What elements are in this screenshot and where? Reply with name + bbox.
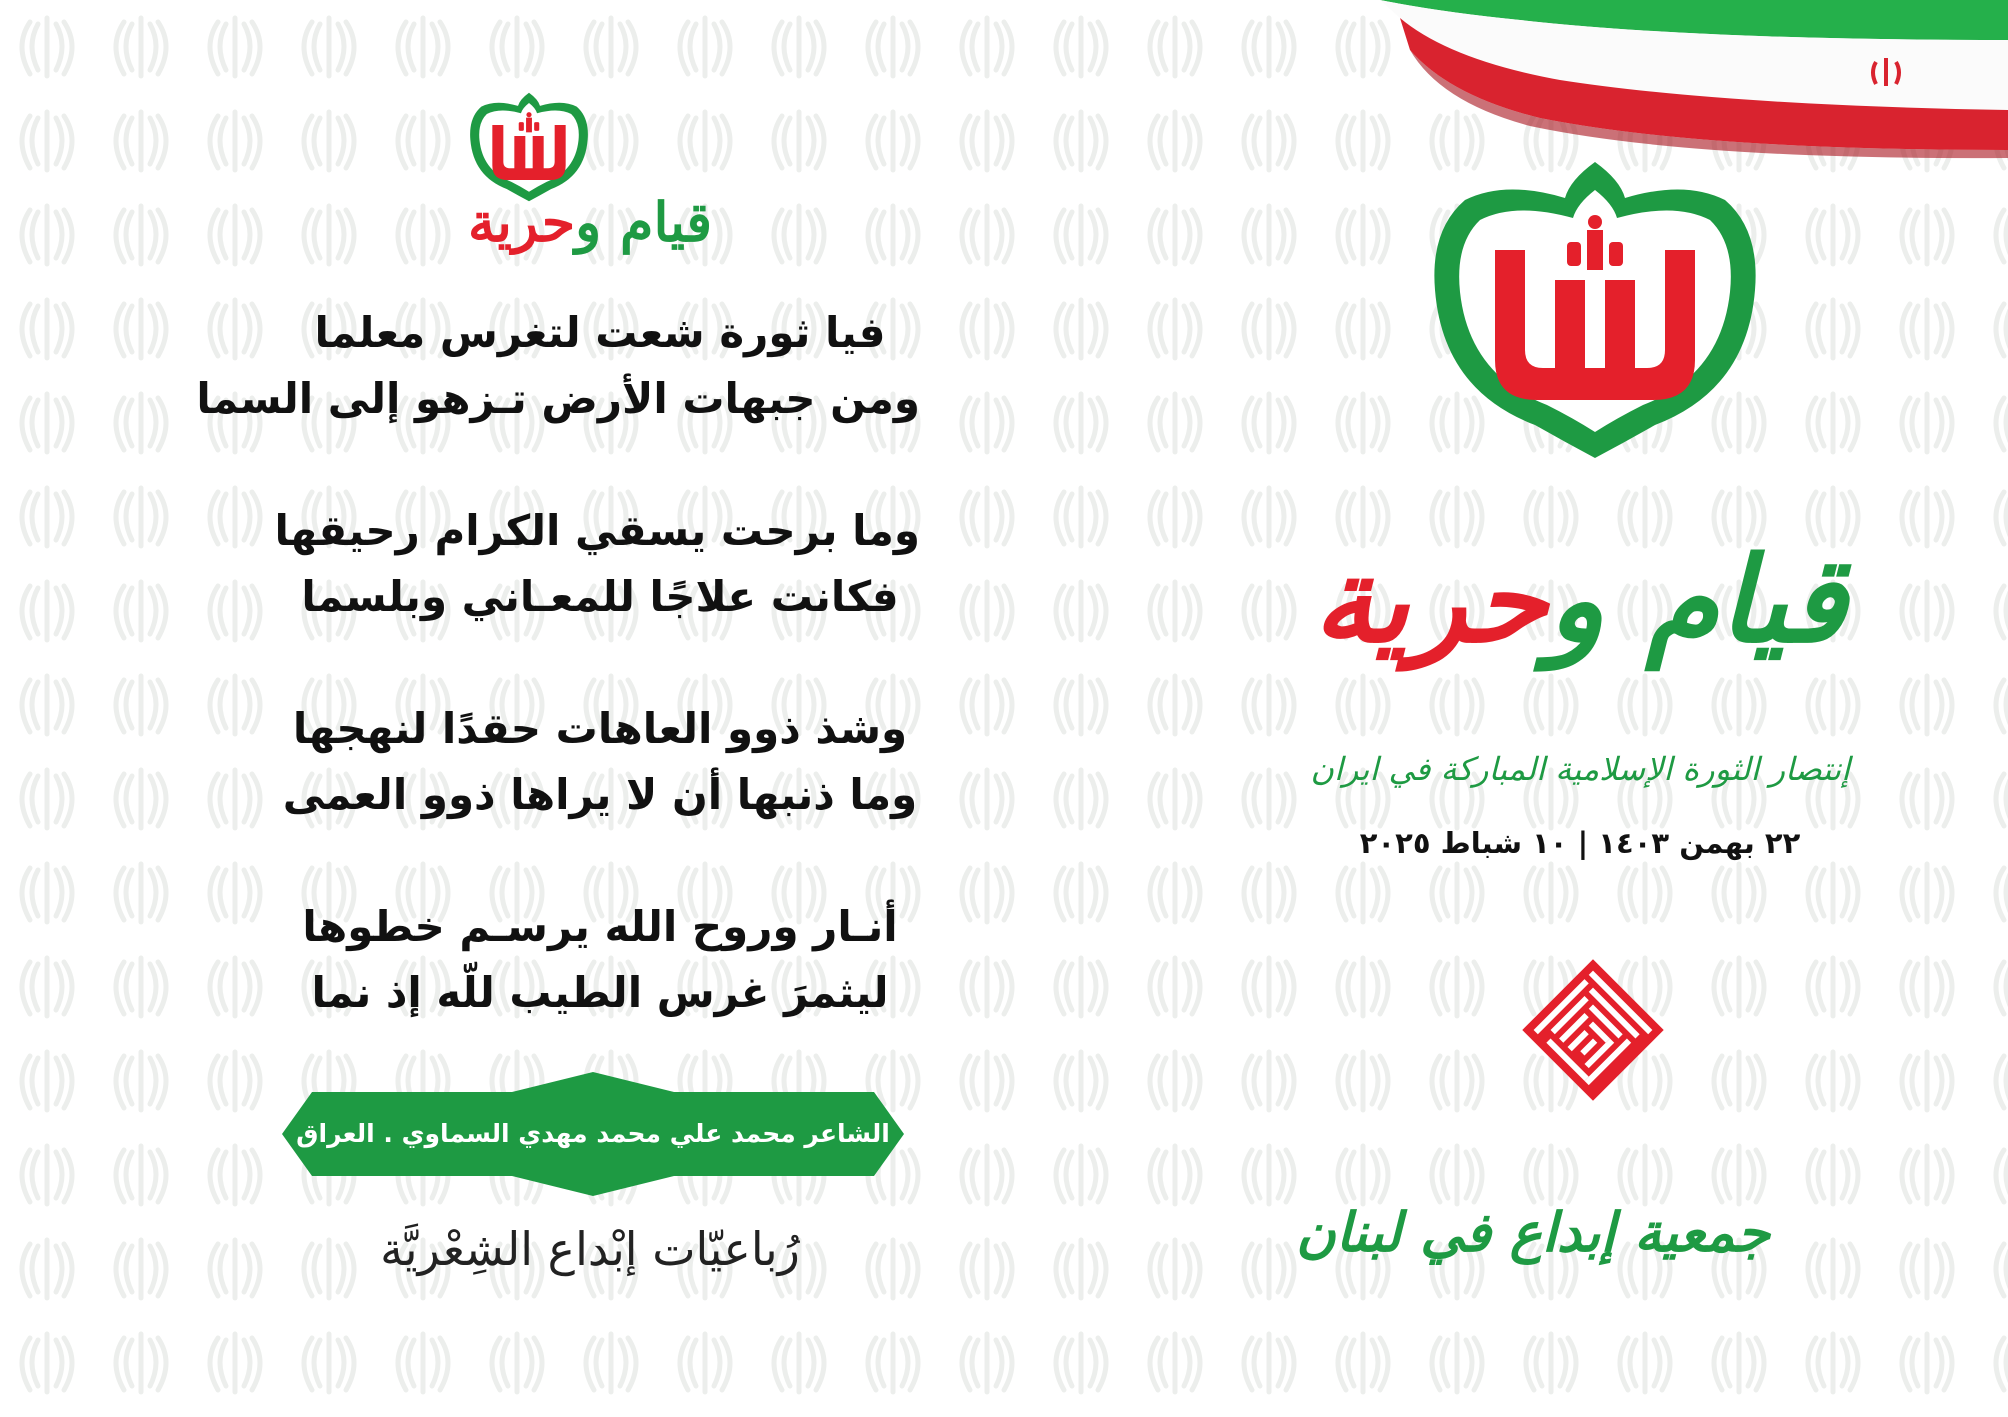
event-title-green: قيام و xyxy=(1547,530,1847,669)
event-date: ٢٢ بهمن ١٤٠٣ | ١٠ شباط ٢٠٢٥ xyxy=(1359,826,1801,860)
event-title-red: حرية xyxy=(1313,530,1548,669)
association-name: جمعية إبداع في لبنان xyxy=(1296,1200,1770,1264)
poem-line: فيا ثورة شعت لتغرس معلما xyxy=(314,308,886,357)
poem-line: ومن جبهات الأرض تـزهو إلى السما xyxy=(196,374,920,423)
poem-line: وشذ ذوو العاهات حقدًا لنهجها xyxy=(292,704,908,753)
poet-credit: الشاعر محمد علي محمد مهدي السماوي . العراق xyxy=(296,1119,890,1148)
association-logo-small xyxy=(466,92,592,202)
poem-line: ليثمرَ غرس الطيب للّه إذ نما xyxy=(311,968,889,1017)
poem-line: فكانت علاجًا للمعـاني وبلسما xyxy=(301,572,899,621)
kufic-square-emblem xyxy=(1518,955,1668,1105)
series-title: رُباعيّات إبْداع الشِعْريَّة xyxy=(380,1222,800,1276)
poem-stanza xyxy=(280,696,920,828)
poem-line: وما برحت يسقي الكرام رحيقها xyxy=(274,506,920,555)
poem-line: أنـار وروح الله يرسـم خطوها xyxy=(302,902,898,951)
event-subtitle: إنتصار الثورة الإسلامية المباركة في ايران xyxy=(1310,750,1850,788)
poem-stanza xyxy=(274,498,920,630)
association-logo xyxy=(1425,160,1765,460)
event-title-small-green: قيام و xyxy=(575,190,713,254)
poem xyxy=(196,300,920,1092)
event-title-small-red: حرية xyxy=(467,190,576,254)
poem-stanza xyxy=(280,894,920,1026)
poem-stanza xyxy=(196,300,920,432)
poem-line: وما ذنبها أن لا يراها ذوو العمى xyxy=(282,770,918,819)
event-title-small xyxy=(440,190,740,254)
event-title xyxy=(1300,530,1860,669)
